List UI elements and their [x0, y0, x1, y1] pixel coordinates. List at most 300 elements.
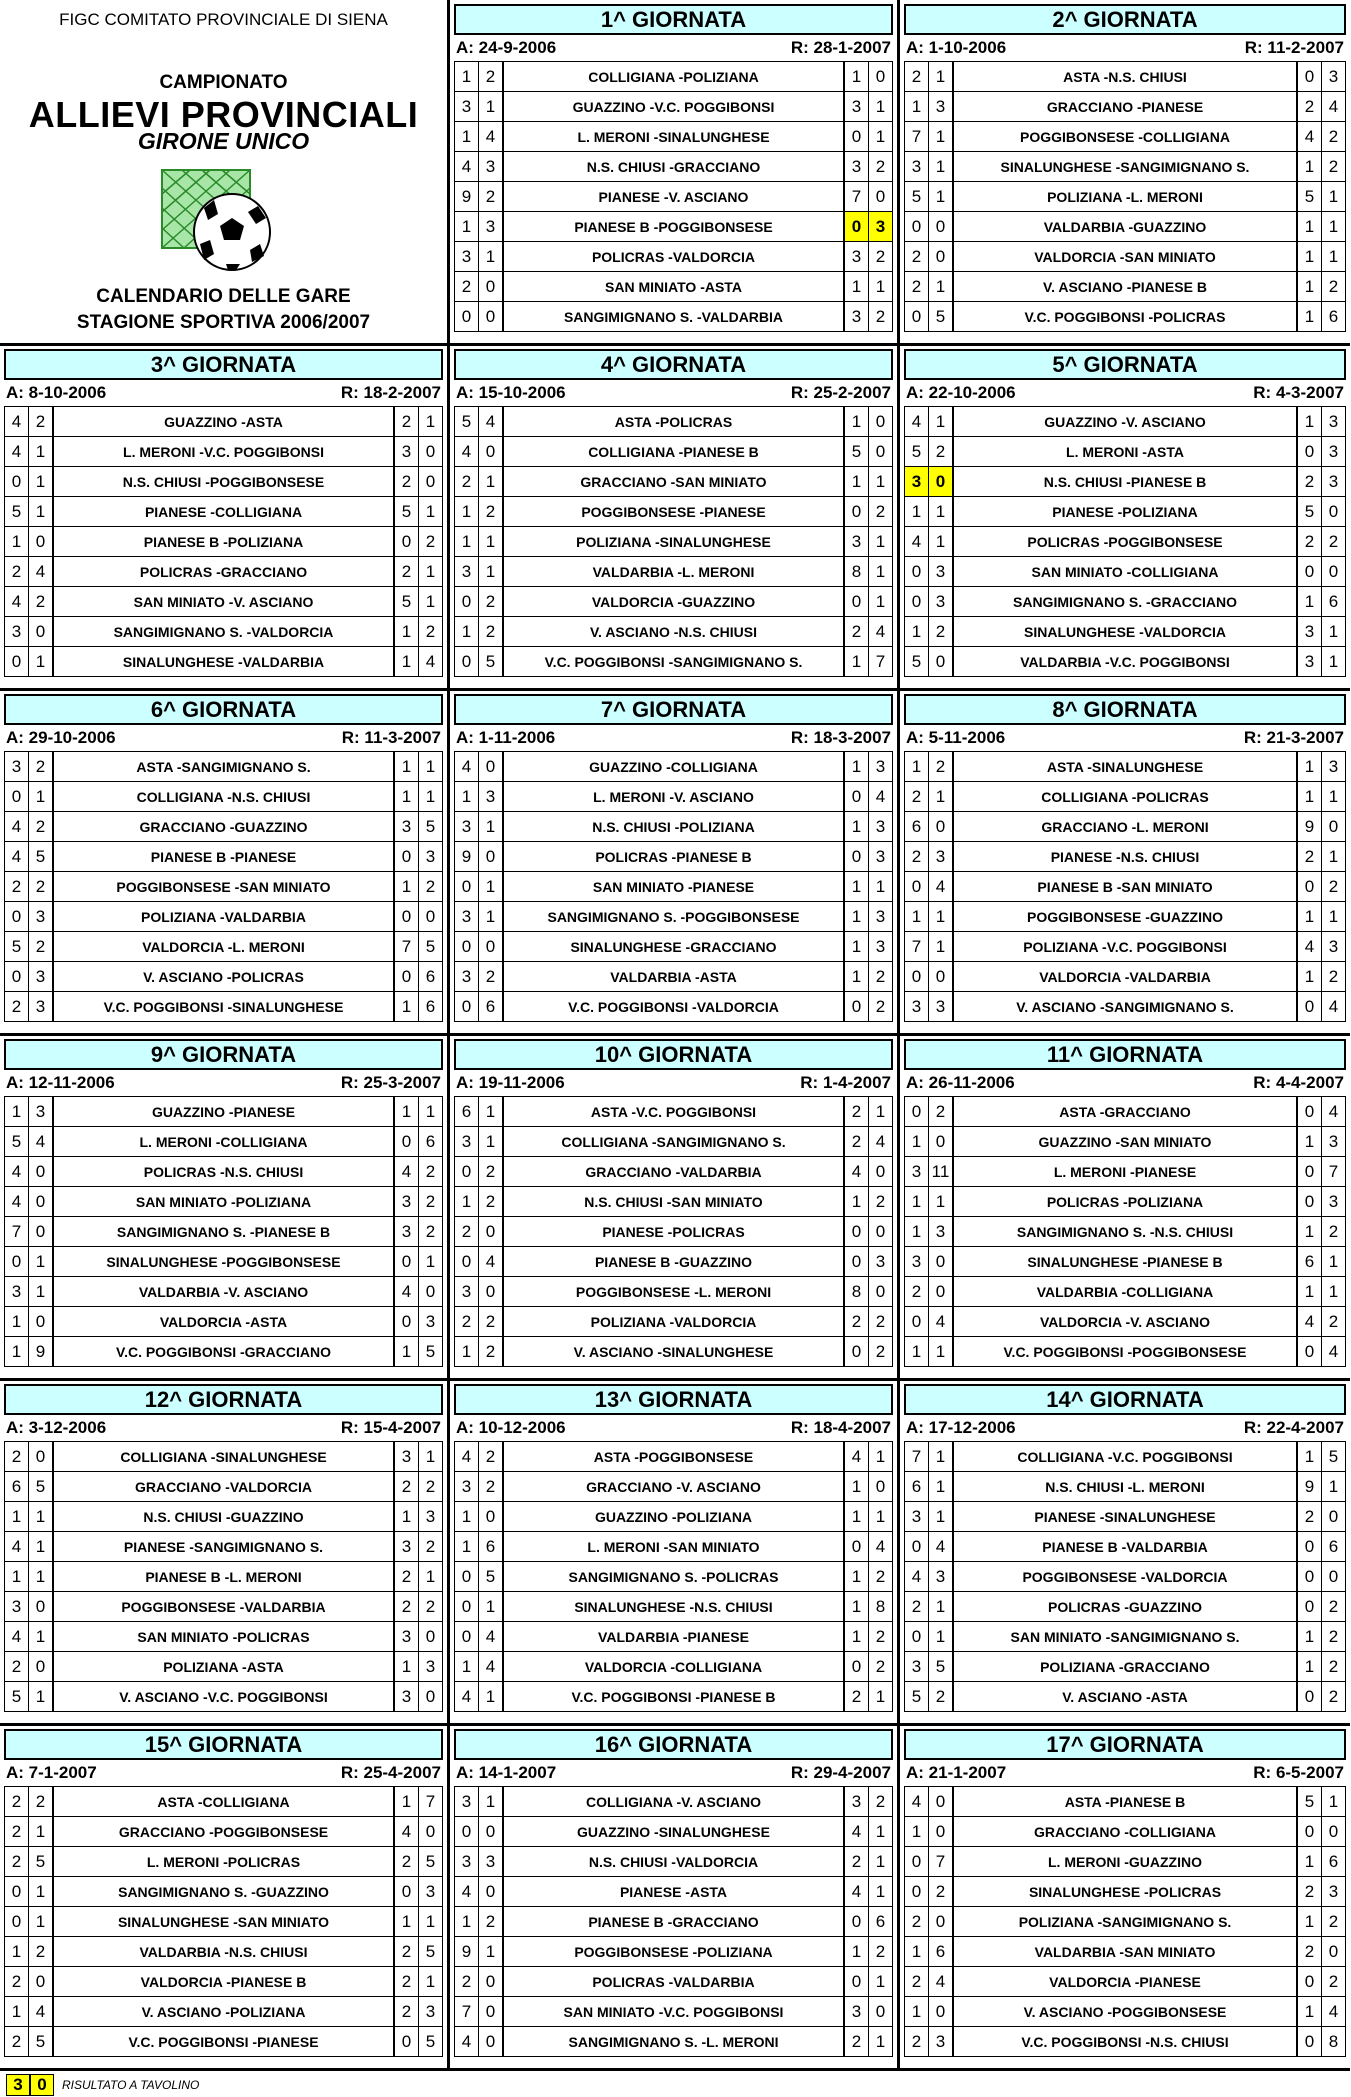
ritorno-home-score: 3	[844, 92, 869, 122]
round-cell	[900, 0, 1350, 345]
ritorno-home-score: 1	[1297, 152, 1322, 182]
match-teams: V.C. POGGIBONSI -PIANESE B	[503, 1682, 844, 1712]
match-teams: PIANESE B -POGGIBONSESE	[503, 212, 844, 242]
legend-score-away: 0	[30, 2074, 54, 2096]
ritorno-home-score: 4	[1297, 932, 1322, 962]
match-teams: PIANESE -SINALUNGHESE	[953, 1502, 1297, 1532]
table-row	[455, 1442, 893, 1472]
andata-away-score: 1	[479, 527, 504, 557]
andata-away-score: 1	[479, 1682, 504, 1712]
andata-away-score: 1	[29, 1562, 54, 1592]
ritorno-away-score: 1	[869, 1847, 893, 1877]
table-row	[455, 467, 893, 497]
ritorno-home-score: 3	[394, 1622, 419, 1652]
calendar-label: CALENDARIO DELLE GARE	[96, 286, 351, 307]
match-teams: ASTA -SINALUNGHESE	[953, 752, 1297, 782]
ritorno-home-score: 0	[844, 1967, 869, 1997]
match-teams: POLICRAS -GUAZZINO	[953, 1592, 1297, 1622]
table-row	[455, 1817, 893, 1847]
match-teams: POLIZIANA -SINALUNGHESE	[503, 527, 844, 557]
table-row	[905, 527, 1346, 557]
ritorno-away-score: 1	[1322, 782, 1346, 812]
table-row	[905, 407, 1346, 437]
table-row	[455, 152, 893, 182]
andata-home-score: 3	[455, 1127, 479, 1157]
ritorno-away-score: 1	[869, 1967, 893, 1997]
match-teams: POLIZIANA -ASTA	[53, 1652, 394, 1682]
match-teams: SINALUNGHESE -GRACCIANO	[503, 932, 844, 962]
match-teams: VALDORCIA -VALDARBIA	[953, 962, 1297, 992]
match-teams: POLIZIANA -L. MERONI	[953, 182, 1297, 212]
match-teams: GRACCIANO -VALDARBIA	[503, 1157, 844, 1187]
ritorno-home-score: 1	[394, 872, 419, 902]
ritorno-away-score: 6	[1322, 1532, 1346, 1562]
match-teams: ASTA -PIANESE B	[953, 1787, 1297, 1817]
andata-home-score: 0	[455, 647, 479, 677]
andata-away-score: 2	[29, 1937, 54, 1967]
ritorno-home-score: 0	[844, 212, 869, 242]
round-title: 3^ GIORNATA	[4, 349, 443, 380]
ritorno-away-score: 1	[869, 1682, 893, 1712]
ritorno-date: R: 1-4-2007	[800, 1073, 891, 1092]
match-teams: VALDARBIA -L. MERONI	[503, 557, 844, 587]
round-dates	[4, 1760, 443, 1786]
ritorno-home-score: 1	[394, 647, 419, 677]
andata-away-score: 4	[479, 1247, 504, 1277]
match-teams: SAN MINIATO -SANGIMIGNANO S.	[953, 1622, 1297, 1652]
table-row	[905, 1877, 1346, 1907]
ritorno-away-score: 1	[419, 1247, 443, 1277]
andata-away-score: 3	[929, 1217, 954, 1247]
ritorno-away-score: 7	[1322, 1157, 1346, 1187]
table-row	[905, 1187, 1346, 1217]
table-row	[905, 302, 1346, 332]
table-row	[905, 962, 1346, 992]
ritorno-home-score: 0	[1297, 872, 1322, 902]
andata-date: A: 29-10-2006	[6, 728, 116, 747]
ritorno-home-score: 0	[1297, 1532, 1322, 1562]
ritorno-away-score: 3	[419, 1877, 443, 1907]
ritorno-away-score: 1	[869, 122, 893, 152]
andata-away-score: 1	[479, 812, 504, 842]
match-teams: COLLIGIANA -SANGIMIGNANO S.	[503, 1127, 844, 1157]
andata-home-score: 1	[455, 782, 479, 812]
table-row	[5, 467, 443, 497]
table-row	[5, 407, 443, 437]
ritorno-away-score: 4	[1322, 1097, 1346, 1127]
matches-table	[454, 1096, 893, 1367]
ritorno-away-score: 2	[419, 1217, 443, 1247]
ritorno-home-score: 0	[394, 1307, 419, 1337]
match-teams: ASTA -COLLIGIANA	[53, 1787, 394, 1817]
andata-home-score: 1	[905, 902, 929, 932]
table-row	[905, 437, 1346, 467]
table-row	[905, 1652, 1346, 1682]
andata-home-score: 5	[905, 182, 929, 212]
ritorno-away-score: 6	[419, 992, 443, 1022]
ritorno-away-score: 1	[869, 2027, 893, 2057]
andata-away-score: 2	[29, 407, 54, 437]
andata-away-score: 4	[479, 122, 504, 152]
andata-away-score: 2	[929, 1682, 954, 1712]
andata-away-score: 1	[479, 1592, 504, 1622]
table-row	[455, 1562, 893, 1592]
table-row	[905, 92, 1346, 122]
ritorno-away-score: 6	[869, 1907, 893, 1937]
ritorno-date: R: 4-3-2007	[1253, 383, 1344, 402]
ritorno-home-score: 3	[394, 1442, 419, 1472]
andata-home-score: 2	[5, 1442, 29, 1472]
andata-home-score: 4	[5, 1532, 29, 1562]
andata-home-score: 2	[5, 1817, 29, 1847]
andata-away-score: 1	[29, 782, 54, 812]
andata-home-score: 2	[905, 842, 929, 872]
andata-home-score: 4	[5, 407, 29, 437]
andata-home-score: 2	[905, 2027, 929, 2057]
andata-away-score: 3	[929, 1562, 954, 1592]
match-teams: GUAZZINO -POLIZIANA	[503, 1502, 844, 1532]
match-teams: V. ASCIANO -SANGIMIGNANO S.	[953, 992, 1297, 1022]
table-row	[905, 1967, 1346, 1997]
org-name: FIGC COMITATO PROVINCIALE DI SIENA	[59, 10, 388, 29]
match-teams: V. ASCIANO -N.S. CHIUSI	[503, 617, 844, 647]
match-teams: PIANESE -POLICRAS	[503, 1217, 844, 1247]
round-title: 12^ GIORNATA	[4, 1384, 443, 1415]
ritorno-date: R: 15-4-2007	[340, 1418, 441, 1437]
ritorno-away-score: 2	[869, 242, 893, 272]
andata-home-score: 3	[455, 1847, 479, 1877]
round-cell	[0, 1725, 450, 2070]
round-block	[454, 1729, 893, 2066]
andata-away-score: 0	[29, 1442, 54, 1472]
andata-away-score: 6	[479, 1532, 504, 1562]
table-row	[5, 752, 443, 782]
andata-away-score: 4	[479, 407, 504, 437]
ritorno-home-score: 0	[394, 842, 419, 872]
ritorno-home-score: 5	[1297, 497, 1322, 527]
match-teams: N.S. CHIUSI -POGGIBONSESE	[53, 467, 394, 497]
ritorno-away-score: 3	[419, 842, 443, 872]
ritorno-away-score: 2	[1322, 1307, 1346, 1337]
andata-away-score: 1	[929, 152, 954, 182]
ritorno-away-score: 1	[419, 782, 443, 812]
matches-table	[4, 1786, 443, 2057]
andata-home-score: 4	[5, 1622, 29, 1652]
ritorno-home-score: 1	[394, 752, 419, 782]
ritorno-away-score: 3	[419, 1997, 443, 2027]
table-row	[905, 1682, 1346, 1712]
andata-away-score: 0	[929, 962, 954, 992]
andata-home-score: 1	[905, 617, 929, 647]
table-row	[905, 842, 1346, 872]
andata-home-score: 1	[905, 1937, 929, 1967]
andata-home-score: 0	[5, 782, 29, 812]
table-row	[455, 1787, 893, 1817]
match-teams: V.C. POGGIBONSI -SINALUNGHESE	[53, 992, 394, 1022]
ritorno-away-score: 2	[869, 1787, 893, 1817]
table-row	[5, 812, 443, 842]
andata-away-score: 2	[929, 437, 954, 467]
ritorno-away-score: 2	[869, 152, 893, 182]
table-row	[905, 1817, 1346, 1847]
andata-home-score: 2	[5, 1652, 29, 1682]
andata-home-score: 7	[905, 1442, 929, 1472]
match-teams: N.S. CHIUSI -SAN MINIATO	[503, 1187, 844, 1217]
ritorno-away-score: 1	[419, 1442, 443, 1472]
andata-home-score: 5	[905, 647, 929, 677]
ritorno-home-score: 0	[1297, 1157, 1322, 1187]
andata-away-score: 0	[29, 1187, 54, 1217]
ritorno-home-score: 0	[844, 1337, 869, 1367]
table-row	[455, 1247, 893, 1277]
ritorno-home-score: 2	[1297, 467, 1322, 497]
match-teams: V.C. POGGIBONSI -N.S. CHIUSI	[953, 2027, 1297, 2057]
ritorno-away-score: 1	[869, 467, 893, 497]
table-row	[905, 1127, 1346, 1157]
table-row	[5, 1217, 443, 1247]
ritorno-away-score: 1	[419, 1562, 443, 1592]
table-row	[5, 1472, 443, 1502]
match-teams: SINALUNGHESE -VALDORCIA	[953, 617, 1297, 647]
round-block	[4, 1729, 443, 2066]
match-teams: ASTA -V.C. POGGIBONSI	[503, 1097, 844, 1127]
ritorno-away-score: 0	[419, 437, 443, 467]
andata-away-score: 5	[479, 1562, 504, 1592]
andata-away-score: 3	[929, 557, 954, 587]
ritorno-home-score: 3	[844, 527, 869, 557]
match-teams: PIANESE B -VALDARBIA	[953, 1532, 1297, 1562]
andata-away-score: 3	[929, 2027, 954, 2057]
table-row	[455, 407, 893, 437]
andata-away-score: 0	[929, 1997, 954, 2027]
ritorno-home-score: 2	[394, 1967, 419, 1997]
match-teams: SANGIMIGNANO S. -VALDARBIA	[503, 302, 844, 332]
match-teams: SANGIMIGNANO S. -N.S. CHIUSI	[953, 1217, 1297, 1247]
row-separator	[0, 2068, 1350, 2071]
legend	[6, 2074, 199, 2096]
round-title: 5^ GIORNATA	[904, 349, 1346, 380]
ritorno-home-score: 2	[844, 617, 869, 647]
table-row	[5, 587, 443, 617]
ritorno-home-score: 4	[844, 1817, 869, 1847]
round-dates	[4, 725, 443, 751]
andata-home-score: 3	[905, 992, 929, 1022]
match-teams: VALDARBIA -V.C. POGGIBONSI	[953, 647, 1297, 677]
ritorno-away-score: 0	[869, 1157, 893, 1187]
match-teams: V.C. POGGIBONSI -POLICRAS	[953, 302, 1297, 332]
table-row	[905, 1622, 1346, 1652]
match-teams: VALDORCIA -GUAZZINO	[503, 587, 844, 617]
ritorno-away-score: 1	[869, 1442, 893, 1472]
andata-away-score: 1	[29, 1277, 54, 1307]
row-separator	[0, 343, 1350, 346]
table-row	[5, 1277, 443, 1307]
ritorno-home-score: 0	[394, 962, 419, 992]
andata-away-score: 2	[479, 587, 504, 617]
andata-away-score: 0	[29, 1592, 54, 1622]
ritorno-away-score: 1	[1322, 902, 1346, 932]
andata-away-score: 1	[929, 1622, 954, 1652]
andata-home-score: 1	[5, 1337, 29, 1367]
match-teams: GUAZZINO -V.C. POGGIBONSI	[503, 92, 844, 122]
ritorno-home-score: 0	[844, 1247, 869, 1277]
ritorno-home-score: 0	[844, 842, 869, 872]
table-row	[455, 272, 893, 302]
ritorno-away-score: 2	[1322, 1907, 1346, 1937]
andata-home-score: 1	[455, 212, 479, 242]
ritorno-away-score: 1	[1322, 1247, 1346, 1277]
ritorno-home-score: 1	[1297, 752, 1322, 782]
round-block	[4, 694, 443, 1031]
table-row	[5, 617, 443, 647]
ritorno-home-score: 0	[844, 1217, 869, 1247]
andata-home-score: 4	[5, 1157, 29, 1187]
ritorno-away-score: 0	[419, 1682, 443, 1712]
andata-away-score: 1	[929, 1187, 954, 1217]
table-row	[905, 1997, 1346, 2027]
table-row	[455, 617, 893, 647]
ritorno-away-score: 1	[869, 1097, 893, 1127]
andata-home-score: 6	[5, 1472, 29, 1502]
table-row	[5, 1157, 443, 1187]
match-teams: VALDARBIA -PIANESE	[503, 1622, 844, 1652]
ritorno-away-score: 0	[1322, 1937, 1346, 1967]
ritorno-home-score: 9	[1297, 812, 1322, 842]
andata-home-score: 1	[5, 1307, 29, 1337]
table-row	[455, 212, 893, 242]
ritorno-away-score: 0	[419, 1817, 443, 1847]
andata-home-score: 2	[905, 242, 929, 272]
ritorno-away-score: 1	[869, 1877, 893, 1907]
andata-away-score: 1	[929, 497, 954, 527]
match-teams: V.C. POGGIBONSI -GRACCIANO	[53, 1337, 394, 1367]
ritorno-home-score: 3	[844, 242, 869, 272]
andata-away-score: 0	[929, 647, 954, 677]
match-teams: PIANESE B -GRACCIANO	[503, 1907, 844, 1937]
match-teams: GRACCIANO -V. ASCIANO	[503, 1472, 844, 1502]
andata-away-score: 0	[929, 1817, 954, 1847]
match-teams: POLICRAS -POGGIBONSESE	[953, 527, 1297, 557]
table-row	[5, 1817, 443, 1847]
andata-date: A: 22-10-2006	[906, 383, 1016, 402]
andata-away-score: 1	[929, 62, 954, 92]
match-teams: COLLIGIANA -PIANESE B	[503, 437, 844, 467]
ritorno-home-score: 3	[394, 437, 419, 467]
table-row	[5, 872, 443, 902]
andata-away-score: 4	[929, 1307, 954, 1337]
ritorno-away-score: 4	[1322, 992, 1346, 1022]
match-teams: SANGIMIGNANO S. -GUAZZINO	[53, 1877, 394, 1907]
andata-home-score: 2	[5, 1787, 29, 1817]
andata-home-score: 0	[455, 1247, 479, 1277]
ritorno-home-score: 7	[844, 182, 869, 212]
ritorno-home-score: 1	[1297, 1997, 1322, 2027]
match-teams: ASTA -GRACCIANO	[953, 1097, 1297, 1127]
round-cell	[450, 0, 900, 345]
andata-away-score: 2	[29, 752, 54, 782]
round-cell	[0, 1035, 450, 1380]
ritorno-date: R: 25-4-2007	[340, 1763, 441, 1782]
andata-away-score: 2	[29, 587, 54, 617]
ritorno-away-score: 5	[419, 1937, 443, 1967]
andata-home-score: 3	[5, 1592, 29, 1622]
andata-away-score: 0	[929, 242, 954, 272]
andata-home-score: 7	[5, 1217, 29, 1247]
andata-home-score: 0	[905, 587, 929, 617]
table-row	[455, 1592, 893, 1622]
andata-away-score: 4	[29, 1127, 54, 1157]
round-block	[904, 1384, 1346, 1721]
andata-home-score: 4	[5, 842, 29, 872]
table-row	[455, 497, 893, 527]
match-teams: V. ASCIANO -POLICRAS	[53, 962, 394, 992]
ritorno-away-score: 1	[419, 1967, 443, 1997]
andata-home-score: 3	[455, 1277, 479, 1307]
table-row	[455, 1217, 893, 1247]
andata-home-score: 7	[905, 932, 929, 962]
ritorno-home-score: 2	[394, 1562, 419, 1592]
round-block	[454, 4, 893, 341]
andata-home-score: 4	[905, 407, 929, 437]
andata-home-score: 0	[905, 557, 929, 587]
ritorno-away-score: 2	[419, 617, 443, 647]
andata-date: A: 3-12-2006	[6, 1418, 107, 1437]
andata-away-score: 5	[29, 1847, 54, 1877]
andata-date: A: 12-11-2006	[6, 1073, 115, 1092]
andata-away-score: 0	[29, 1967, 54, 1997]
ritorno-away-score: 2	[869, 1622, 893, 1652]
ritorno-away-score: 3	[869, 812, 893, 842]
andata-home-score: 7	[455, 1997, 479, 2027]
table-row	[905, 1562, 1346, 1592]
match-teams: V. ASCIANO -POLIZIANA	[53, 1997, 394, 2027]
table-row	[905, 1937, 1346, 1967]
andata-home-score: 1	[5, 1997, 29, 2027]
ritorno-home-score: 1	[1297, 1907, 1322, 1937]
ritorno-away-score: 2	[869, 1937, 893, 1967]
ritorno-home-score: 0	[844, 1907, 869, 1937]
ritorno-away-score: 1	[869, 272, 893, 302]
ritorno-home-score: 1	[1297, 1652, 1322, 1682]
andata-away-score: 1	[29, 1247, 54, 1277]
ritorno-away-score: 3	[1322, 62, 1346, 92]
ritorno-away-score: 3	[1322, 752, 1346, 782]
andata-away-score: 0	[929, 812, 954, 842]
andata-home-score: 0	[905, 302, 929, 332]
match-teams: PIANESE B -SAN MINIATO	[953, 872, 1297, 902]
andata-home-score: 2	[5, 1847, 29, 1877]
ritorno-away-score: 0	[869, 62, 893, 92]
match-teams: POGGIBONSESE -COLLIGIANA	[953, 122, 1297, 152]
table-row	[905, 1787, 1346, 1817]
andata-home-score: 1	[455, 1532, 479, 1562]
andata-home-score: 5	[5, 497, 29, 527]
ritorno-home-score: 7	[394, 932, 419, 962]
round-title: 2^ GIORNATA	[904, 4, 1346, 35]
ritorno-date: R: 21-3-2007	[1243, 728, 1344, 747]
table-row	[455, 587, 893, 617]
ritorno-away-score: 2	[1322, 1967, 1346, 1997]
round-block	[904, 4, 1346, 341]
ritorno-away-score: 3	[869, 902, 893, 932]
andata-home-score: 3	[905, 1157, 929, 1187]
match-teams: SINALUNGHESE -N.S. CHIUSI	[503, 1592, 844, 1622]
table-row	[905, 782, 1346, 812]
ritorno-away-score: 2	[1322, 1592, 1346, 1622]
ritorno-away-score: 2	[1322, 272, 1346, 302]
andata-away-score: 4	[929, 872, 954, 902]
andata-away-score: 1	[929, 1502, 954, 1532]
